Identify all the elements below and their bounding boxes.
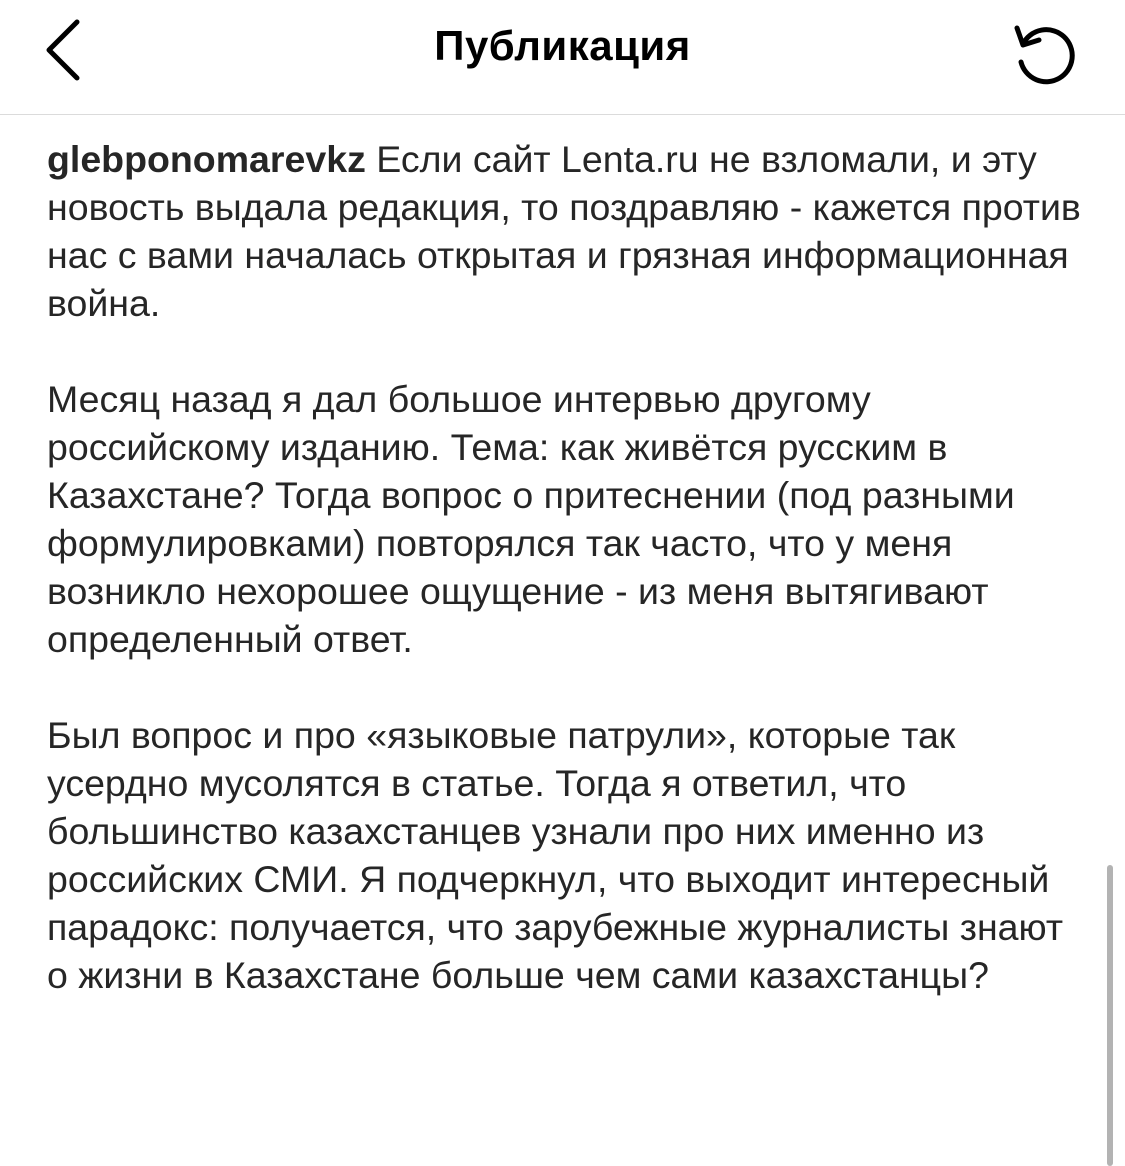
- caption-paragraph: Был вопрос и про «языковые патрули», которые так усердно мусолятся в статье. Тогда я ответил, что большинство казахстанцев узнали про них именно из российских СМИ. Я подчеркнул, что выходит интересный парадокс: получается, что зарубежные журналисты знают о жизни в Казахстане больше чем сами казахстанцы?: [47, 714, 1063, 996]
- post-caption: [47, 135, 1087, 1047]
- refresh-icon: [1009, 18, 1081, 90]
- caption-paragraph: [47, 135, 1087, 327]
- caption-paragraph: Месяц назад я дал большое интервью другому российскому изданию. Тема: как живётся русским в Казахстане? Тогда вопрос о притеснении (под разными формулировками) повторялся так часто, что у меня возникло нехорошее ощущение - из меня вытягивают определенный ответ.: [47, 378, 1015, 660]
- caption-text: Если сайт Lenta.ru не взломали, и эту новость выдала редакция, то поздравляю - кажется против нас с вами началась открытая и грязная информационная война.: [47, 138, 1081, 324]
- author-username[interactable]: glebponomarevkz: [47, 138, 366, 180]
- refresh-button[interactable]: [1003, 12, 1087, 96]
- scrollbar[interactable]: [1107, 865, 1113, 1166]
- page-title: Публикация: [434, 22, 691, 69]
- top-bar: [0, 0, 1125, 115]
